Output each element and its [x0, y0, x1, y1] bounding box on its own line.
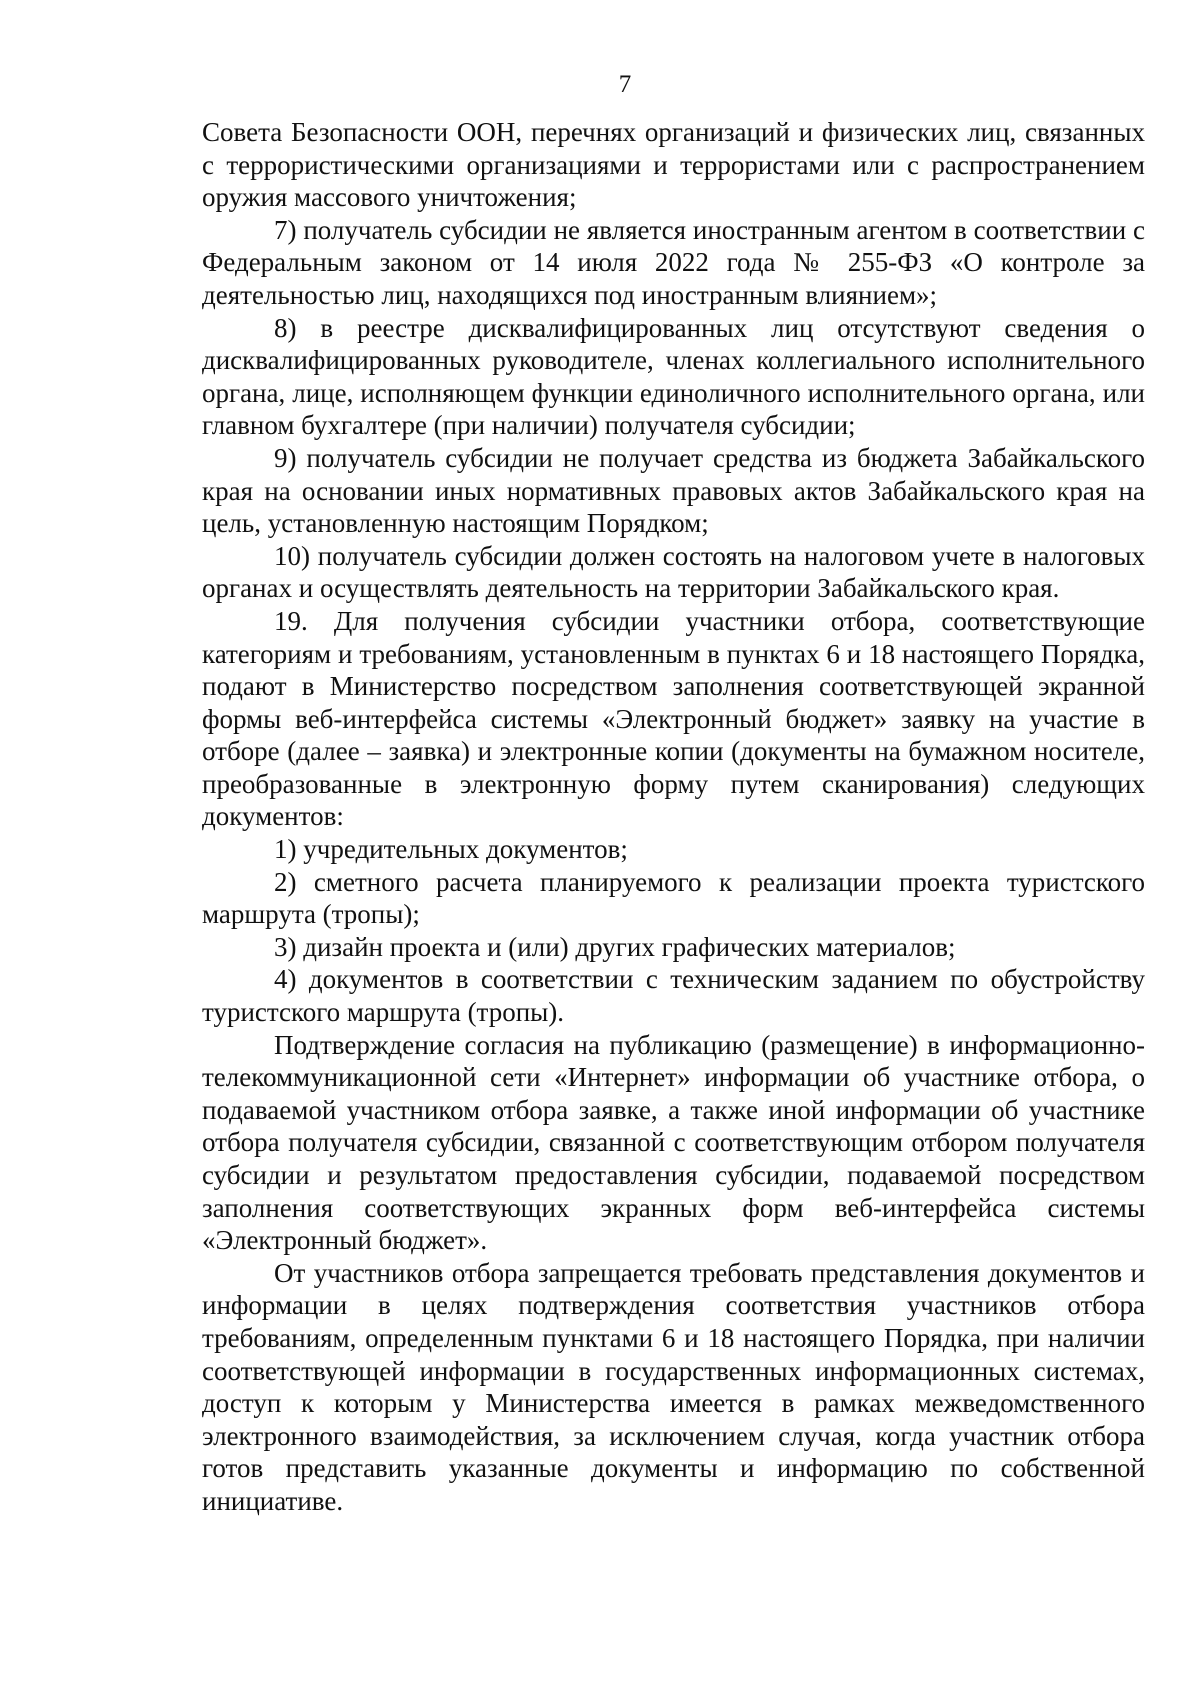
- paragraph-clause-19: 19. Для получения субсидии участники отбора, соответствующие категориям и требованиям, установленным в пунктах 6 и 18 настоящего Порядка, подают в Министерство посредством заполнения соответствующей экранной формы веб-интерфейса системы «Электронный бюджет» заявку на участие в отборе (далее – заявка) и электронные копии (документы на бумажном носителе, преобразованные в электронную форму путем сканирования) следующих документов:: [202, 605, 1145, 832]
- paragraph-consent: Подтверждение согласия на публикацию (размещение) в информационно-телекоммуникационной сети «Интернет» информации об участнике отбора, о подаваемой участником отбора заявке, а также иной информации об участнике отбора получателя субсидии, связанной с соответствующим отбором получателя субсидии и результатом предоставления субсидии, подаваемой посредством заполнения соответствующих экранных форм веб-интерфейса системы «Электронный бюджет».: [202, 1029, 1145, 1256]
- paragraph-item-10: 10) получатель субсидии должен состоять на налоговом учете в налоговых органах и осуществлять деятельность на территории Забайкальского края.: [202, 540, 1145, 604]
- paragraph-prohibition: От участников отбора запрещается требовать представления документов и информации в целях подтверждения соответствия участников отбора требованиям, определенным пунктами 6 и 18 настоящего Порядка, при наличии соответствующей информации в государственных информационных системах, доступ к которым у Министерства имеется в рамках межведомственного электронного взаимодействия, за исключением случая, когда участник отбора готов представить указанные документы и информацию по собственной инициативе.: [202, 1257, 1145, 1516]
- paragraph-document-4: 4) документов в соответствии с техническим заданием по обустройству туристского маршрута (тропы).: [202, 964, 1145, 1028]
- paragraph-item-9: 9) получатель субсидии не получает средства из бюджета Забайкальского края на основании иных нормативных правовых актов Забайкальского края на цель, установленную настоящим Порядком;: [202, 442, 1145, 539]
- document-body: [202, 116, 1145, 1518]
- paragraph-document-1: 1) учредительных документов;: [274, 834, 628, 865]
- paragraph-document-2: 2) сметного расчета планируемого к реализации проекта туристского маршрута (тропы);: [202, 866, 1145, 930]
- paragraph-document-3: 3) дизайн проекта и (или) других графических материалов;: [274, 931, 956, 962]
- paragraph-item-7: 7) получатель субсидии не является иностранным агентом в соответствии с Федеральным законом от 14 июля 2022 года № 255-ФЗ «О контроле за деятельностью лиц, находящихся под иностранным влиянием»;: [202, 214, 1145, 310]
- paragraph-item-8: 8) в реестре дисквалифицированных лиц отсутствуют сведения о дисквалифицированных руководителе, членах коллегиального исполнительного органа, лице, исполняющем функции единоличного исполнительного органа, или главном бухгалтере (при наличии) получателя субсидии;: [202, 312, 1145, 441]
- paragraph-continuation: Совета Безопасности ООН, перечнях организаций и физических лиц, связанных с террористическими организациями и террористами или с распространением оружия массового уничтожения;: [202, 117, 1145, 213]
- page-number: 7: [618, 71, 632, 98]
